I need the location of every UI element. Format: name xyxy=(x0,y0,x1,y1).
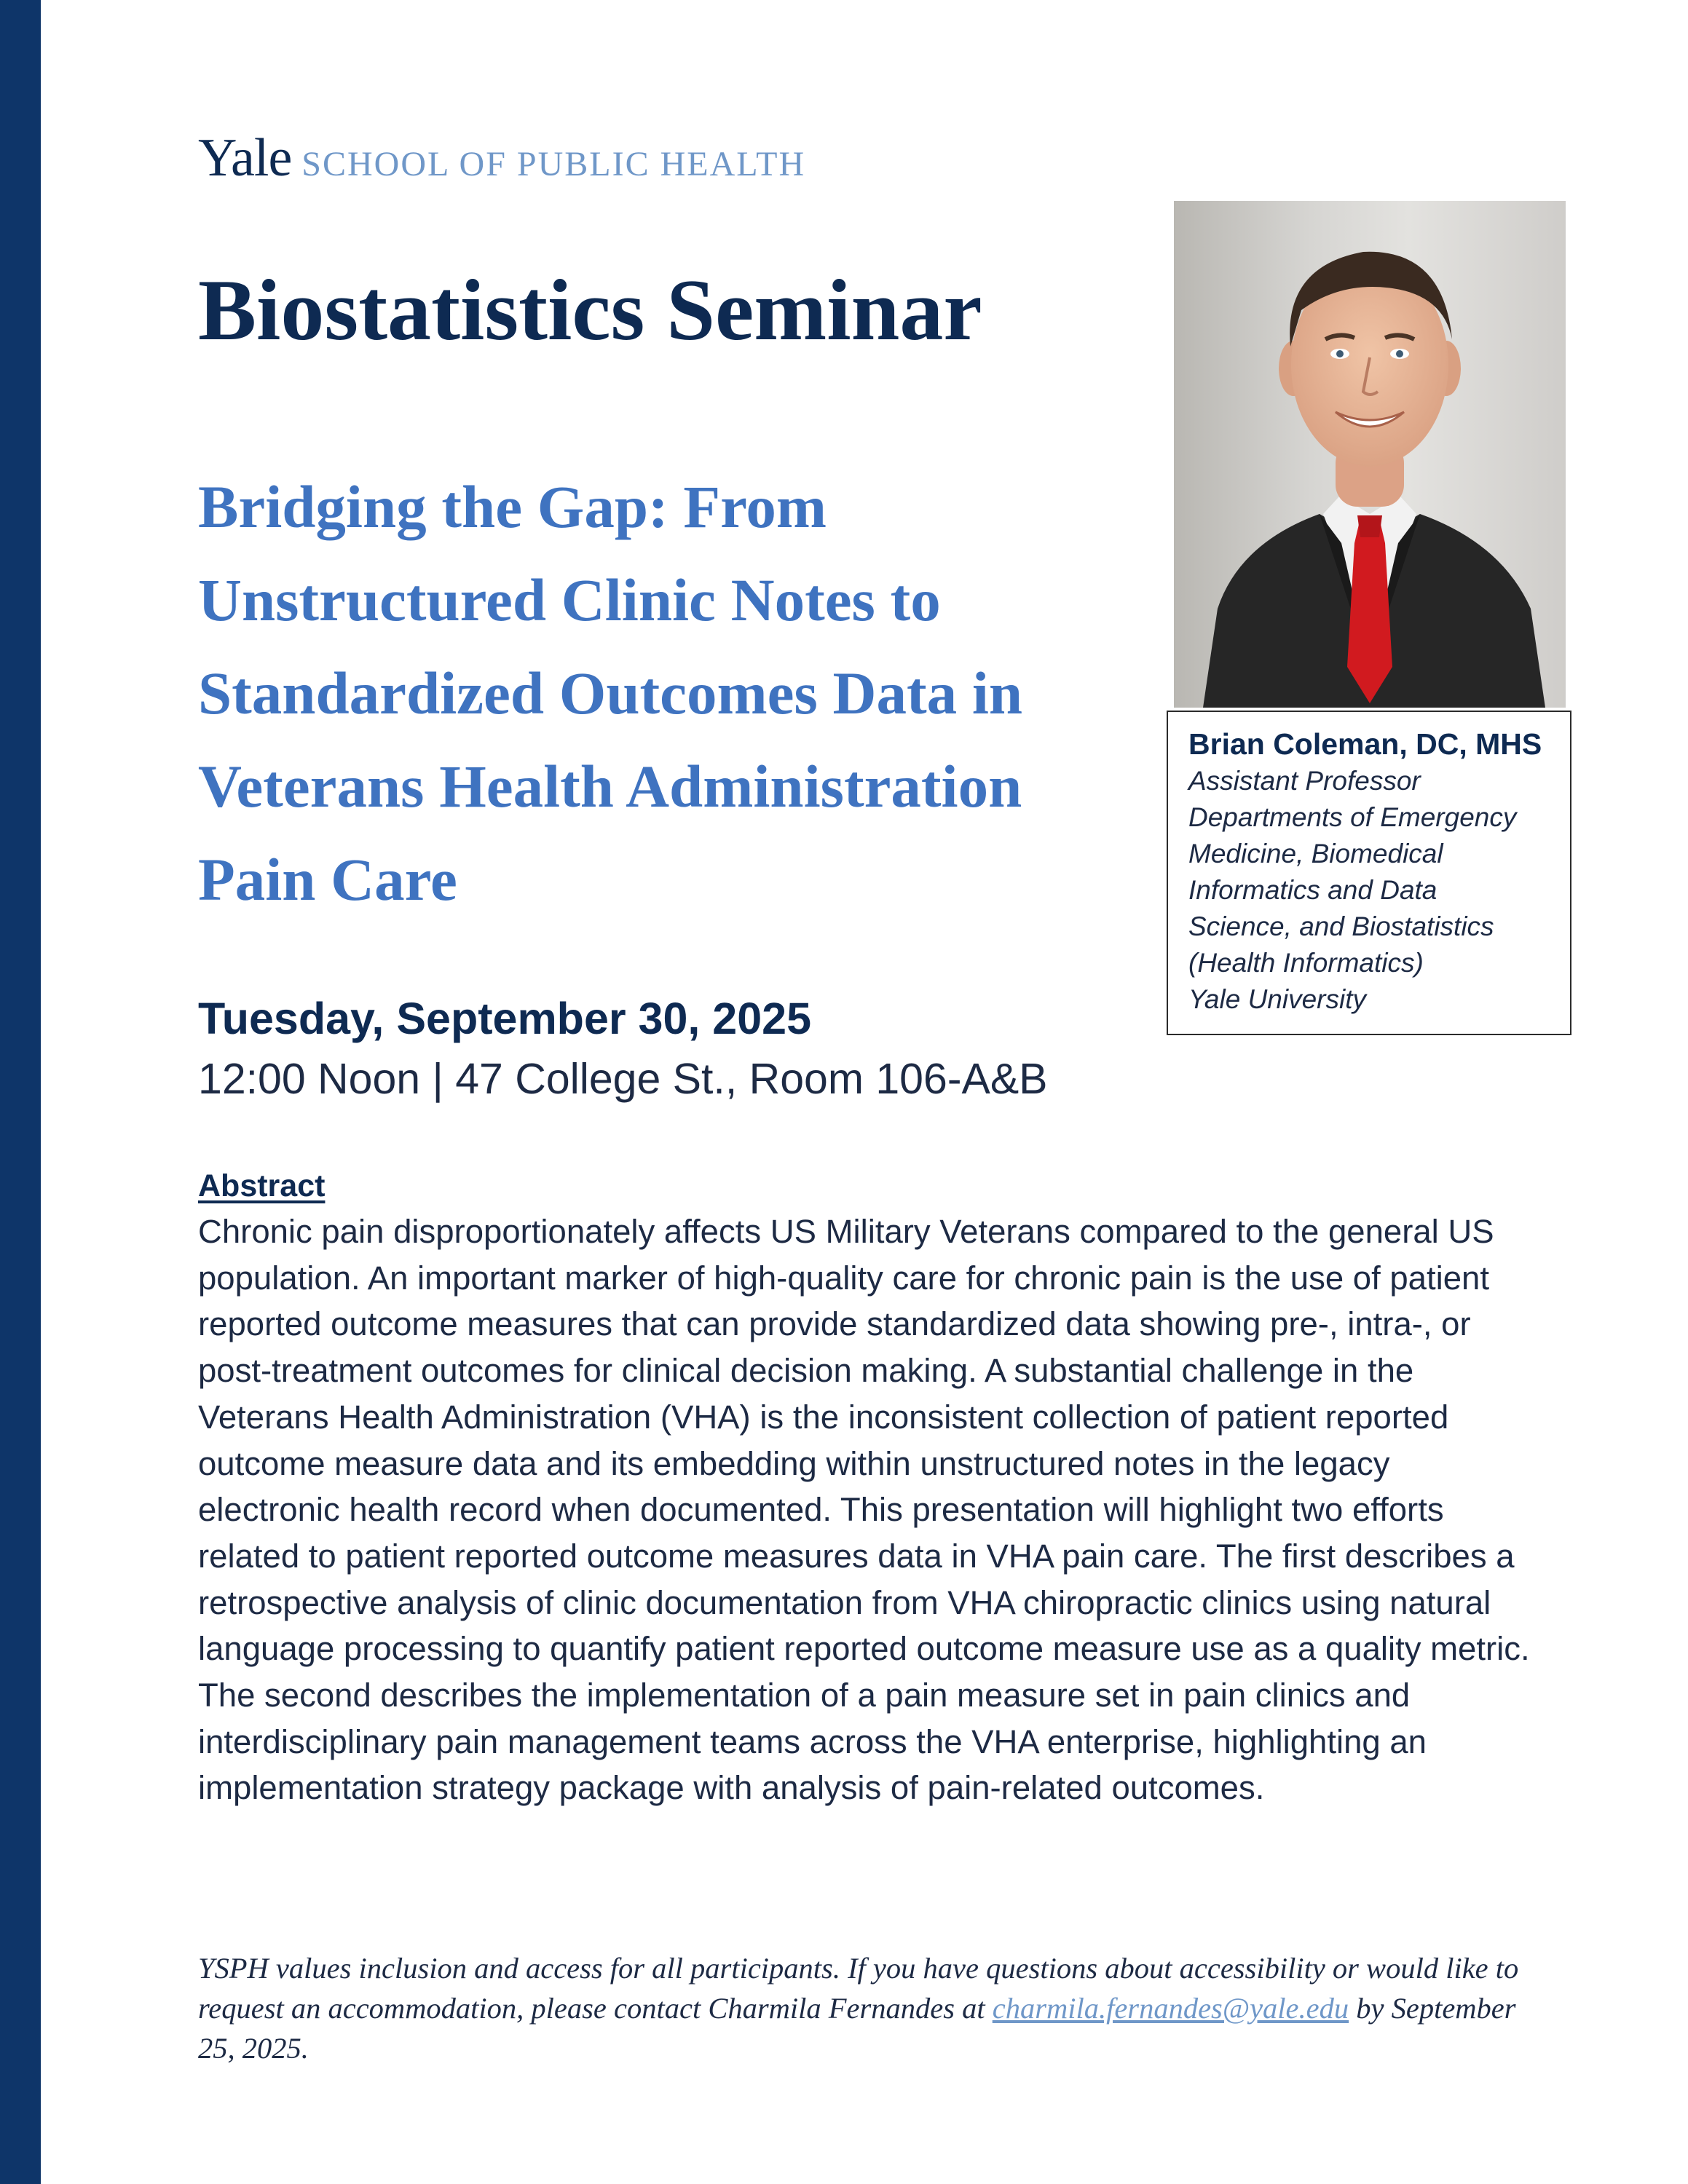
speaker-department-line: Informatics and Data xyxy=(1188,875,1437,905)
event-date: Tuesday, September 30, 2025 xyxy=(198,994,811,1043)
speaker-title-line: Assistant Professor xyxy=(1188,766,1421,796)
inclusion-text: YSPH values inclusion and access for all participants. If you have questions about accessibility or would like to request an accommodation, please contact Charmila Fernandes at xyxy=(198,1952,1519,2025)
logo-yale-wordmark: Yale xyxy=(198,128,292,188)
side-accent-bar xyxy=(0,0,41,2184)
event-time-location: 12:00 Noon | 47 College St., Room 106-A&B xyxy=(198,1055,1048,1103)
speaker-portrait-image xyxy=(1174,201,1566,708)
speaker-department-line: Departments of Emergency xyxy=(1188,802,1517,832)
speaker-photo xyxy=(1174,201,1566,708)
talk-title: Bridging the Gap: From Unstructured Clinic Notes to Standardized Outcomes Data in Veterans Health Administration Pain Care xyxy=(198,473,1023,913)
abstract-text: Chronic pain disproportionately affects US Military Veterans compared to the general US population. An important marker of high-quality care for chronic pain is the use of patient reported outcome measures that can provide standardized data showing pre-, intra-, or post-treatment outcomes for clinical decision making. A substantial challenge in the Veterans Health Administration (VHA) is the inconsistent collection of patient reported outcome measure data and its embedding within unstructured notes in the legacy electronic health record when documented. This presentation will highlight two efforts related to patient reported outcome measures data in VHA pain care. The first describes a retrospective analysis of clinic documentation from VHA chiropractic clinics using natural language processing to quantify patient reported outcome measure use as a quality metric. The second describes the implementation of a pain measure set in pain clinics and interdisciplinary pain management teams across the VHA enterprise, highlighting an implementation strategy package with analysis of pain-related outcomes. xyxy=(198,1213,1530,1807)
speaker-affiliation-line: Yale University xyxy=(1188,984,1367,1014)
speaker-name: Brian Coleman, DC, MHS xyxy=(1188,727,1542,761)
abstract-heading: Abstract xyxy=(198,1168,326,1203)
inclusion-deadline-text: by September 25, 2025. xyxy=(198,1992,1516,2065)
contact-email-link[interactable]: charmila.fernandes@yale.edu xyxy=(992,1992,1349,2025)
seminar-title: Biostatistics Seminar xyxy=(198,261,982,358)
speaker-department-line: Medicine, Biomedical xyxy=(1188,839,1443,869)
speaker-department-line: Science, and Biostatistics xyxy=(1188,911,1494,941)
yale-sph-logo xyxy=(198,128,806,188)
inclusion-statement xyxy=(198,1948,1531,2068)
logo-school-name: SCHOOL OF PUBLIC HEALTH xyxy=(301,145,806,183)
speaker-info-box xyxy=(1167,711,1571,1035)
speaker-department-line: (Health Informatics) xyxy=(1188,948,1424,978)
